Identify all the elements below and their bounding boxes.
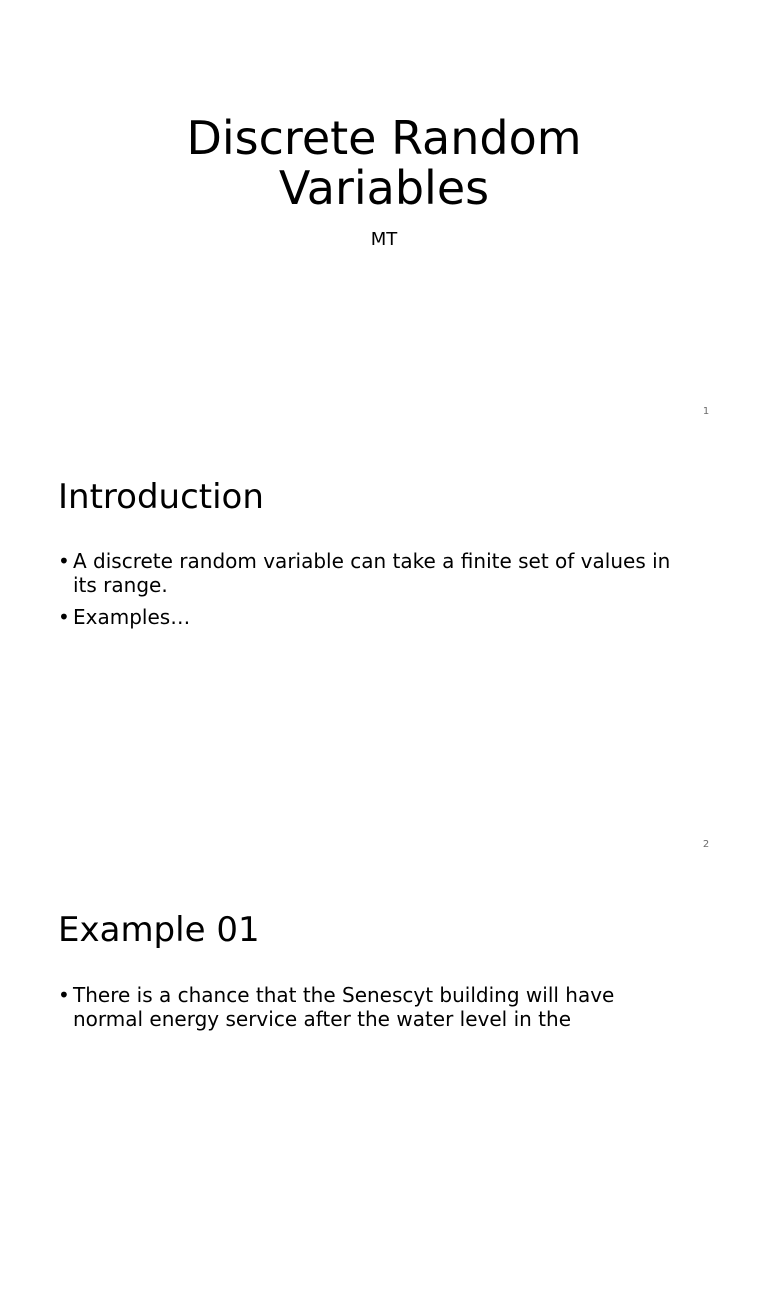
slide-1	[0, 0, 768, 433]
slide-heading: Example 01	[58, 910, 260, 950]
slide-heading: Introduction	[58, 477, 264, 517]
slide-3	[0, 866, 768, 1299]
bullet-list	[58, 983, 678, 1039]
slide-title-line-1: Discrete Random	[186, 111, 582, 165]
slide-title	[0, 113, 768, 213]
slide-title-line-2: Variables	[278, 161, 490, 215]
slide-number: 2	[702, 839, 710, 850]
slide-2	[0, 433, 768, 866]
bullet-item: • There is a chance that the Senescyt building will have normal energy service after the water level in the	[58, 983, 678, 1031]
slide-subtitle: MT	[370, 229, 398, 250]
bullet-item: • Examples…	[58, 605, 678, 629]
bullet-item: • A discrete random variable can take a finite set of values in its range.	[58, 549, 678, 597]
bullet-list	[58, 549, 678, 637]
slide-number: 1	[702, 406, 710, 417]
